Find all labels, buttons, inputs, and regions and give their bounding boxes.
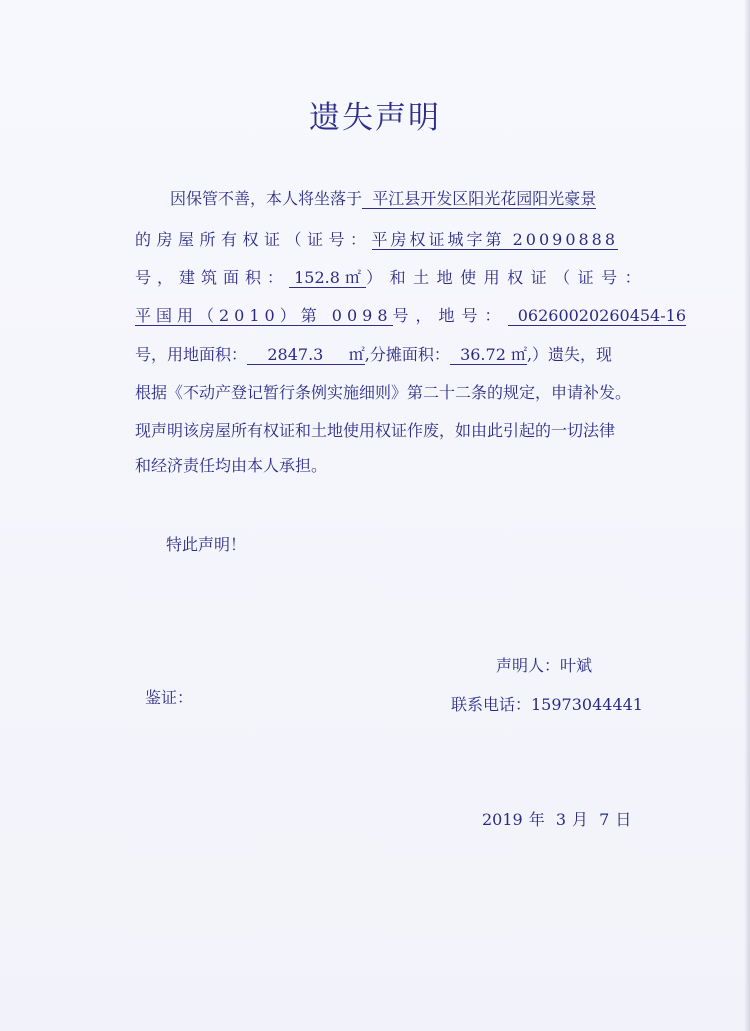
declarant-name: 声明人：叶斌	[496, 656, 593, 675]
closing-statement: 特此声明！	[166, 535, 247, 554]
witness-label: 鉴证：	[145, 688, 194, 707]
body-line-4	[135, 305, 686, 327]
body-line-3	[135, 267, 649, 289]
shared-area: 36.72 ㎡	[450, 345, 527, 365]
date-month-char: 月	[572, 810, 589, 829]
lot-number: 06260020260454-16	[508, 306, 686, 326]
body-line-1	[170, 188, 641, 210]
body-text: 的房屋所有权证（证号：	[135, 230, 372, 249]
page-edge-shadow	[744, 0, 750, 1031]
body-line-8: 和经济责任均由本人承担。	[135, 456, 328, 475]
body-line-6: 根据《不动产登记暂行条例实施细则》第二十二条的规定，申请补发。	[135, 383, 632, 402]
land-cert-number: 平国用（2010）第 0098	[135, 306, 393, 325]
body-text: 号，用地面积：	[135, 345, 248, 364]
body-text: 因保管不善，本人将坐落于	[170, 189, 363, 208]
body-line-5	[135, 344, 641, 366]
date-year: 2019	[482, 810, 523, 829]
date-month: 3	[555, 810, 567, 829]
house-cert-number: 平房权证城字第 20090888	[371, 230, 619, 249]
body-text: 号，建筑面积：	[135, 268, 290, 287]
body-text: ,）遗失，现	[526, 345, 613, 364]
land-area: 2847.3 ㎡	[247, 345, 365, 365]
property-address: 平江县开发区阳光花园阳光豪景	[362, 189, 596, 209]
body-line-2	[135, 229, 641, 251]
body-line-7: 现声明该房屋所有权证和土地使用权证作废，如由此引起的一切法律	[135, 421, 616, 440]
body-text: 号，地号：	[392, 306, 508, 325]
body-text: ）和土地使用权证（证号：	[366, 268, 649, 287]
date-day: 7	[599, 810, 610, 829]
page-title: 遗失声明	[309, 100, 441, 136]
body-text: ,分摊面积：	[364, 345, 450, 364]
contact-phone: 联系电话：15973044441	[451, 695, 643, 714]
building-area: 152.8 ㎡	[289, 268, 366, 288]
date-year-char: 年	[528, 810, 545, 829]
statement-date	[482, 807, 637, 830]
date-day-char: 日	[615, 810, 632, 829]
